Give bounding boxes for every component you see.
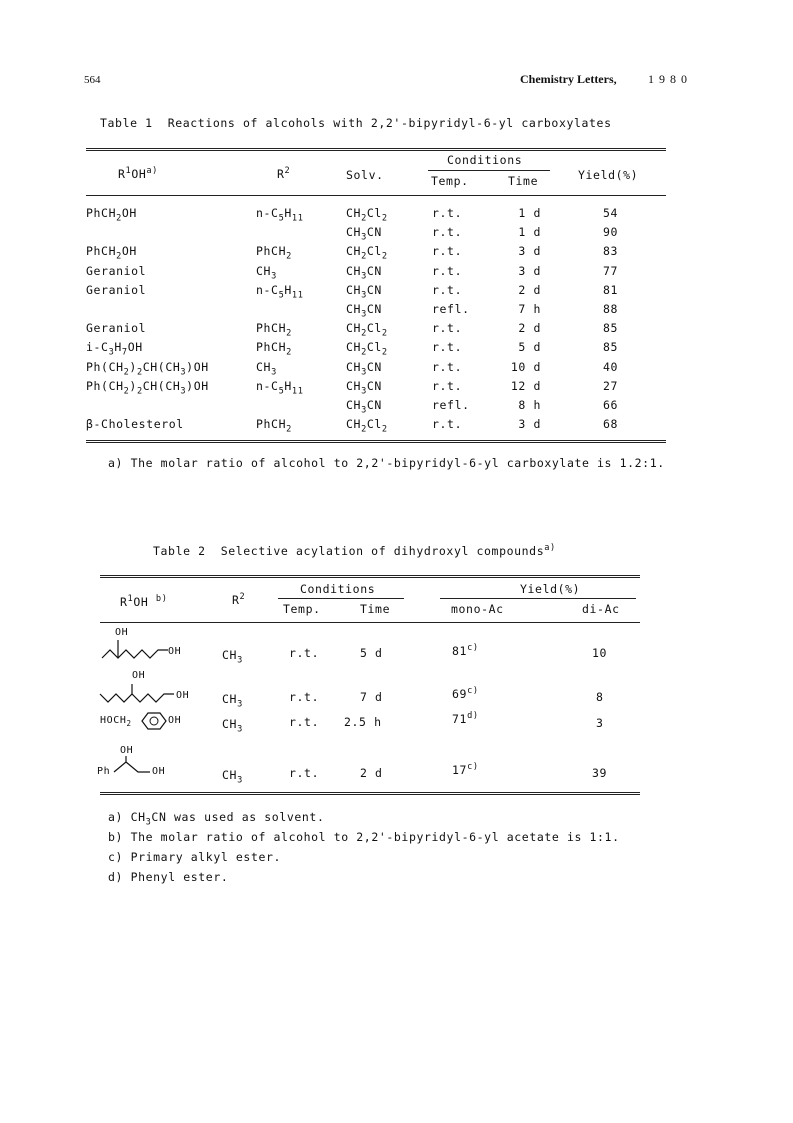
t1-row-5-temp: r.t.: [432, 282, 463, 297]
table2-bottom-rule: [100, 792, 640, 795]
t1-header-r1oh: $R^1OH^{a)}$: [118, 166, 158, 181]
t1-row-3-solv: $CH_2Cl_2$: [346, 244, 388, 262]
t2-conditions-rule: [278, 598, 404, 599]
t2-r2-di: 8: [596, 690, 604, 704]
t2-r1-mono: [452, 643, 479, 658]
t1-row-8-time: 5 d: [518, 340, 541, 355]
t2-r3-left: $HOCH_2$: [100, 715, 132, 728]
t1-row-4-time: 3 d: [518, 263, 541, 278]
t1-row-12-temp: r.t.: [432, 417, 463, 432]
t2-r3-mono-value: 71: [452, 711, 468, 726]
t1-row-5-r2: $n-C_5H_{11}$: [256, 282, 304, 301]
t1-row-10-r2: $n-C_5H_{11}$: [256, 378, 304, 397]
t1-row-12-r1oh: β-Cholesterol: [86, 417, 184, 432]
t1-row-4-temp: r.t.: [432, 263, 463, 278]
t1-row-4-yield: 77: [602, 263, 618, 278]
t1-row-12-yield: 68: [602, 417, 618, 432]
t1-row-7-yield: 85: [602, 321, 618, 336]
t1-row-4-r2: $CH_3$: [256, 263, 277, 281]
t2-r2-chain-structure: [100, 684, 180, 704]
t1-row-7-time: 2 d: [518, 321, 541, 336]
t2-r1-oh-top: OH: [115, 627, 129, 638]
t2-header-mono: mono-Ac: [451, 602, 504, 616]
t2-r1-mono-value: 81: [452, 643, 468, 658]
t1-row-8-r2: PhCH$_2$: [256, 340, 292, 358]
t1-row-7-temp: r.t.: [432, 321, 463, 336]
t1-header-conditions: Conditions: [447, 153, 523, 167]
t1-row-5-solv: $CH_3CN$: [346, 282, 382, 301]
table1-footnote: a) The molar ratio of alcohol to 2,2'-bipyridyl-6-yl carboxylate is 1.2:1.: [108, 456, 665, 470]
t1-header-temp: Temp.: [431, 174, 469, 188]
t1-row-1-temp: r.t.: [432, 206, 463, 220]
t2-header-r2: $R^2$: [232, 592, 246, 607]
t2-header-r1oh: $R^1OH$ $^{b)}$: [120, 594, 168, 609]
t2-r3-temp: r.t.: [289, 715, 320, 729]
t2-r4-mono: [452, 762, 479, 777]
table2-header-rule: [100, 622, 640, 623]
t2-footnote-d: d) Phenyl ester.: [108, 870, 229, 884]
table1-bottom-rule: [86, 440, 666, 443]
t2-r2-oh-top: OH: [132, 670, 146, 681]
journal-year: 1 9 8 0: [648, 72, 688, 86]
t2-footnote-b: b) The molar ratio of alcohol to 2,2'-bipyridyl-6-yl acetate is 1:1.: [108, 830, 620, 844]
t1-row-3-temp: r.t.: [432, 244, 463, 259]
t2-r1-chain-structure: [102, 640, 172, 660]
t1-row-6-solv: $CH_3CN$: [346, 302, 382, 320]
t1-row-6-time: 7 h: [518, 302, 541, 316]
journal-name: Chemistry Letters,: [520, 72, 617, 86]
t1-row-8-temp: r.t.: [432, 340, 463, 355]
t1-row-11-time: 8 h: [518, 398, 541, 412]
t1-conditions-rule: [428, 170, 550, 171]
t1-row-1-yield: 54: [602, 206, 618, 220]
t2-r1-temp: r.t.: [289, 646, 320, 660]
t2-r1-oh-end: OH: [168, 646, 182, 657]
t2-r1-mono-note: c): [467, 643, 479, 653]
t1-row-10-yield: 27: [602, 378, 618, 393]
table1-header-rule: [86, 195, 666, 196]
table1-top-rule: [86, 148, 666, 151]
t1-row-7-solv: $CH_2Cl_2$: [346, 321, 388, 339]
t1-row-12-solv: $CH_2Cl_2$: [346, 417, 388, 435]
t1-row-10-solv: $CH_3CN$: [346, 378, 382, 397]
t2-r4-temp: r.t.: [289, 766, 320, 780]
table1-caption: Table 1 Reactions of alcohols with 2,2'-bipyridyl-6-yl carboxylates: [100, 116, 612, 130]
t2-r4-oh-end: OH: [152, 766, 166, 777]
t1-row-7-r1oh: Geraniol: [86, 321, 147, 336]
t1-row-9-r1oh: $Ph(CH_2)_2CH(CH_3)OH$: [86, 359, 209, 377]
t1-row-1-r1oh: PhCH$_2$OH: [86, 206, 137, 224]
t1-row-10-temp: r.t.: [432, 378, 463, 393]
t2-r2-time: 7 d: [360, 690, 383, 704]
t1-row-8-solv: $CH_2Cl_2$: [346, 340, 388, 358]
t2-header-time: Time: [360, 602, 391, 616]
table2-caption-note: a): [544, 543, 556, 553]
t1-row-9-yield: 40: [602, 359, 618, 374]
t1-row-9-temp: r.t.: [432, 359, 463, 374]
t1-row-9-time: 10 d: [510, 359, 541, 374]
t1-row-5-r1oh: Geraniol: [86, 282, 147, 297]
t1-row-3-r1oh: PhCH$_2$OH: [86, 244, 137, 262]
t1-row-1-r2: $n-C_5H_{11}$: [256, 206, 304, 224]
table2-top-rule: [100, 575, 640, 578]
t2-yield-rule: [440, 598, 636, 599]
t1-row-11-solv: $CH_3CN$: [346, 398, 382, 416]
t1-row-2-solv: $CH_3CN$: [346, 225, 382, 243]
t2-r2-r2: $CH_3$: [222, 692, 243, 710]
t1-row-2-time: 1 d: [518, 225, 541, 240]
t1-row-2-temp: r.t.: [432, 225, 463, 240]
t2-r3-mono: [452, 711, 479, 726]
t1-row-10-time: 12 d: [510, 378, 541, 393]
page-number: 564: [84, 74, 101, 86]
t1-row-1-solv: $CH_2Cl_2$: [346, 206, 388, 224]
t1-row-10-r1oh: $Ph(CH_2)_2CH(CH_3)OH$: [86, 378, 209, 397]
t1-row-11-yield: 66: [602, 398, 618, 412]
t1-row-1-time: 1 d: [518, 206, 541, 220]
t1-header-r2: $R^2$: [277, 166, 291, 181]
t1-row-8-r1oh: $i-C_3H_7OH$: [86, 340, 143, 358]
t2-r4-r2: $CH_3$: [222, 768, 243, 786]
t2-header-temp: Temp.: [283, 602, 321, 616]
t2-r3-mono-note: d): [467, 711, 479, 721]
t1-row-4-r1oh: Geraniol: [86, 263, 147, 278]
t1-header-solv: Solv.: [346, 168, 384, 182]
t1-row-2-yield: 90: [602, 225, 618, 240]
t2-r4-mono-value: 17: [452, 762, 468, 777]
t1-row-3-r2: PhCH$_2$: [256, 244, 292, 262]
t2-r1-di: 10: [592, 646, 608, 660]
t2-r4-chain-structure: [114, 756, 154, 778]
t2-header-di: di-Ac: [582, 602, 620, 616]
t2-r4-time: 2 d: [360, 766, 383, 780]
t2-r1-r2: $CH_3$: [222, 648, 243, 666]
t1-header-time: Time: [508, 174, 539, 188]
t1-row-6-temp: refl.: [432, 302, 470, 316]
table2-caption: [153, 543, 556, 558]
t1-row-9-solv: $CH_3CN$: [346, 359, 382, 377]
t2-footnote-c: c) Primary alkyl ester.: [108, 850, 282, 864]
t2-r2-mono-value: 69: [452, 686, 468, 701]
t2-r3-r2: $CH_3$: [222, 717, 243, 735]
t2-r4-oh-top: OH: [120, 745, 134, 756]
t2-r4-mono-note: c): [467, 762, 479, 772]
t2-r3-benzene-ring: [140, 711, 168, 731]
t2-header-yield: Yield(%): [520, 582, 581, 596]
t2-r1-time: 5 d: [360, 646, 383, 660]
t2-r3-oh-end: OH: [168, 715, 182, 726]
t1-header-yield: Yield(%): [578, 168, 639, 182]
t1-row-9-r2: $CH_3$: [256, 359, 277, 377]
t2-r2-mono-note: c): [467, 686, 479, 696]
t1-row-4-solv: $CH_3CN$: [346, 263, 382, 281]
t1-row-5-time: 2 d: [518, 282, 541, 297]
t2-r2-oh-end: OH: [176, 690, 190, 701]
t2-r4-left: Ph: [97, 766, 111, 777]
t1-row-5-yield: 81: [602, 282, 618, 297]
t1-row-6-yield: 88: [602, 302, 618, 316]
t1-row-7-r2: PhCH$_2$: [256, 321, 292, 339]
t2-header-conditions: Conditions: [300, 582, 376, 596]
t2-r4-di: 39: [592, 766, 608, 780]
t1-row-12-r2: PhCH$_2$: [256, 417, 292, 435]
t2-r2-temp: r.t.: [289, 690, 320, 704]
t1-row-11-temp: refl.: [432, 398, 470, 412]
t2-footnote-a: a) $CH_3CN$ was used as solvent.: [108, 810, 325, 828]
t1-row-3-time: 3 d: [518, 244, 541, 259]
t2-r2-mono: [452, 686, 479, 701]
t1-row-3-yield: 83: [602, 244, 618, 259]
table2-caption-text: Table 2 Selective acylation of dihydroxyl compounds: [153, 543, 545, 558]
t1-row-12-time: 3 d: [518, 417, 541, 432]
t2-r3-time: 2.5 h: [344, 715, 382, 729]
t1-row-8-yield: 85: [602, 340, 618, 355]
t2-r3-di: 3: [596, 716, 604, 730]
